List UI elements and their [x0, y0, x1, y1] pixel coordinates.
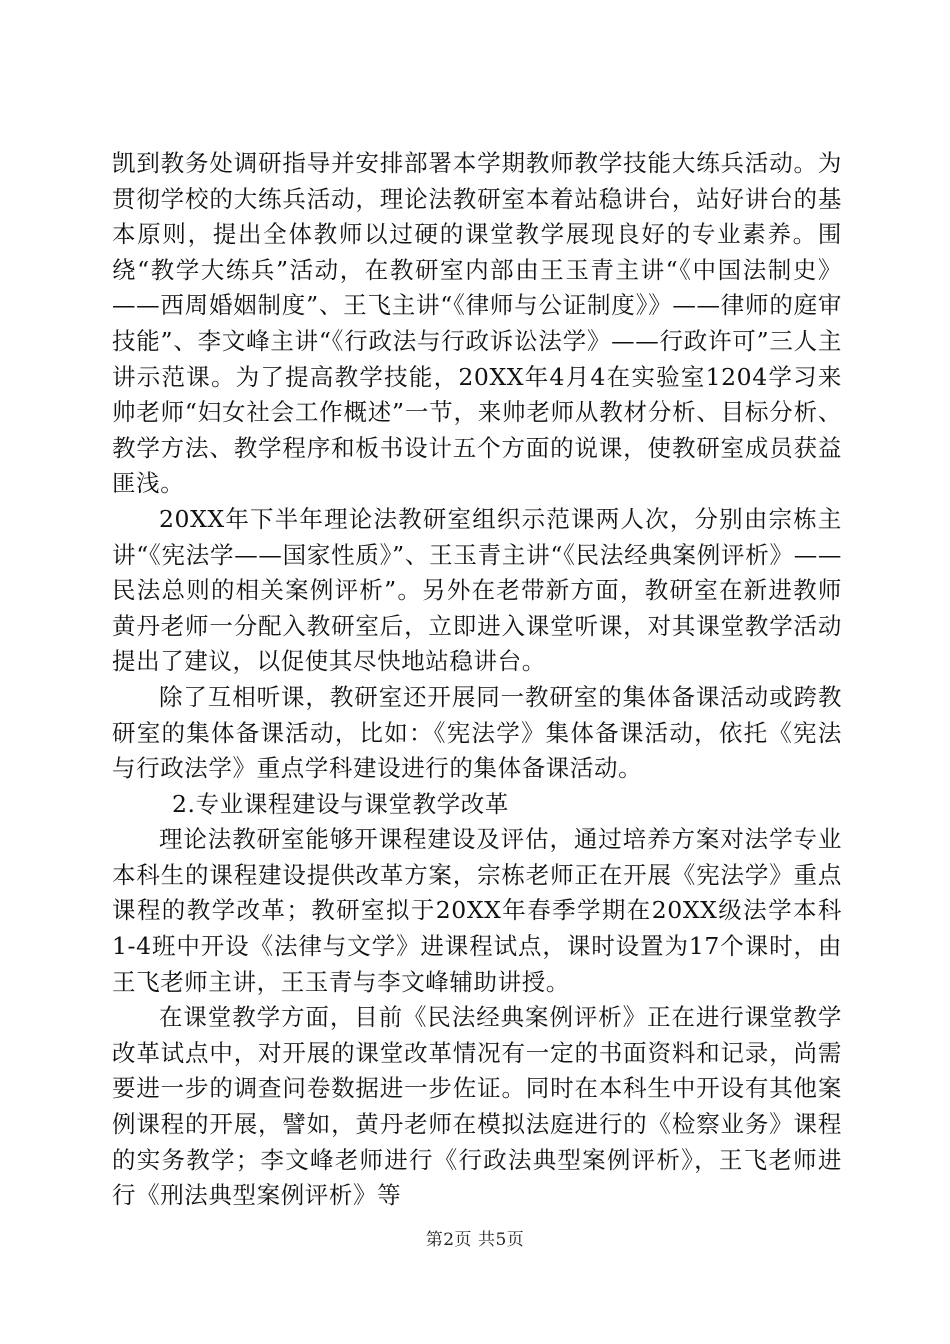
paragraph-classroom-reform: 在课堂教学方面，目前《民法经典案例评析》正在进行课堂教学改革试点中，对开展的课堂改革情况有一定的书面资料和记录，尚需要进一步的调查问卷数据进一步佐证。同时在本科生中开设有其他案例课程的开展，譬如，黄丹老师在模拟法庭进行的《检察业务》课程的实务教学；李文峰老师进行《行政法典型案例评析》，王飞老师进行《刑法典型案例评析》等	[112, 1003, 842, 1210]
document-body	[112, 146, 842, 1214]
paragraph-collective-lesson-prep: 除了互相听课，教研室还开展同一教研室的集体备课活动或跨教研室的集体备课活动，比如：《宪法学》集体备课活动，依托《宪法与行政法学》重点学科建设进行的集体备课活动。	[112, 682, 842, 783]
section-heading: 2.专业课程建设与课堂教学改革	[172, 789, 509, 818]
paragraph-continuation: 凯到教务处调研指导并安排部署本学期教师教学技能大练兵活动。为贯彻学校的大练兵活动，理论法教研室本着站稳讲台，站好讲台的基本原则，提出全体教师以过硬的课堂教学展现良好的专业素养。围绕“教学大练兵”活动，在教研室内部由王玉青主讲“《中国法制史》——西周婚姻制度”、王飞主讲“《律师与公证制度》》——律师的庭审技能”、李文峰主讲“《行政法与行政诉讼法学》——行政许可”三人主讲示范课。为了提高教学技能，20XX年4月4在实验室1204学习来帅老师“妇女社会工作概述”一节，来帅老师从教材分析、目标分析、教学方法、教学程序和板书设计五个方面的说课，使教研室成员获益匪浅。	[112, 149, 842, 498]
page-number-footer: 第2页 共5页	[425, 1230, 525, 1250]
paragraph-demo-classes: 20XX年下半年理论法教研室组织示范课两人次，分别由宗栋主讲“《宪法学——国家性质》”、王玉青主讲“《民法经典案例评析》——民法总则的相关案例评析”。另外在老带新方面，教研室在新进教师黄丹老师一分配入教研室后，立即进入课堂听课，对其课堂教学活动提出了建议，以促使其尽快地站稳讲台。	[112, 504, 842, 676]
paragraph-course-construction: 理论法教研室能够开课程建设及评估，通过培养方案对法学专业本科生的课程建设提供改革方案，宗栋老师正在开展《宪法学》重点课程的教学改革；教研室拟于20XX年春季学期在20XX级法学本科1-4班中开设《法律与文学》进课程试点，课时设置为17个课时，由王飞老师主讲，王玉青与李文峰辅助讲授。	[112, 825, 842, 996]
